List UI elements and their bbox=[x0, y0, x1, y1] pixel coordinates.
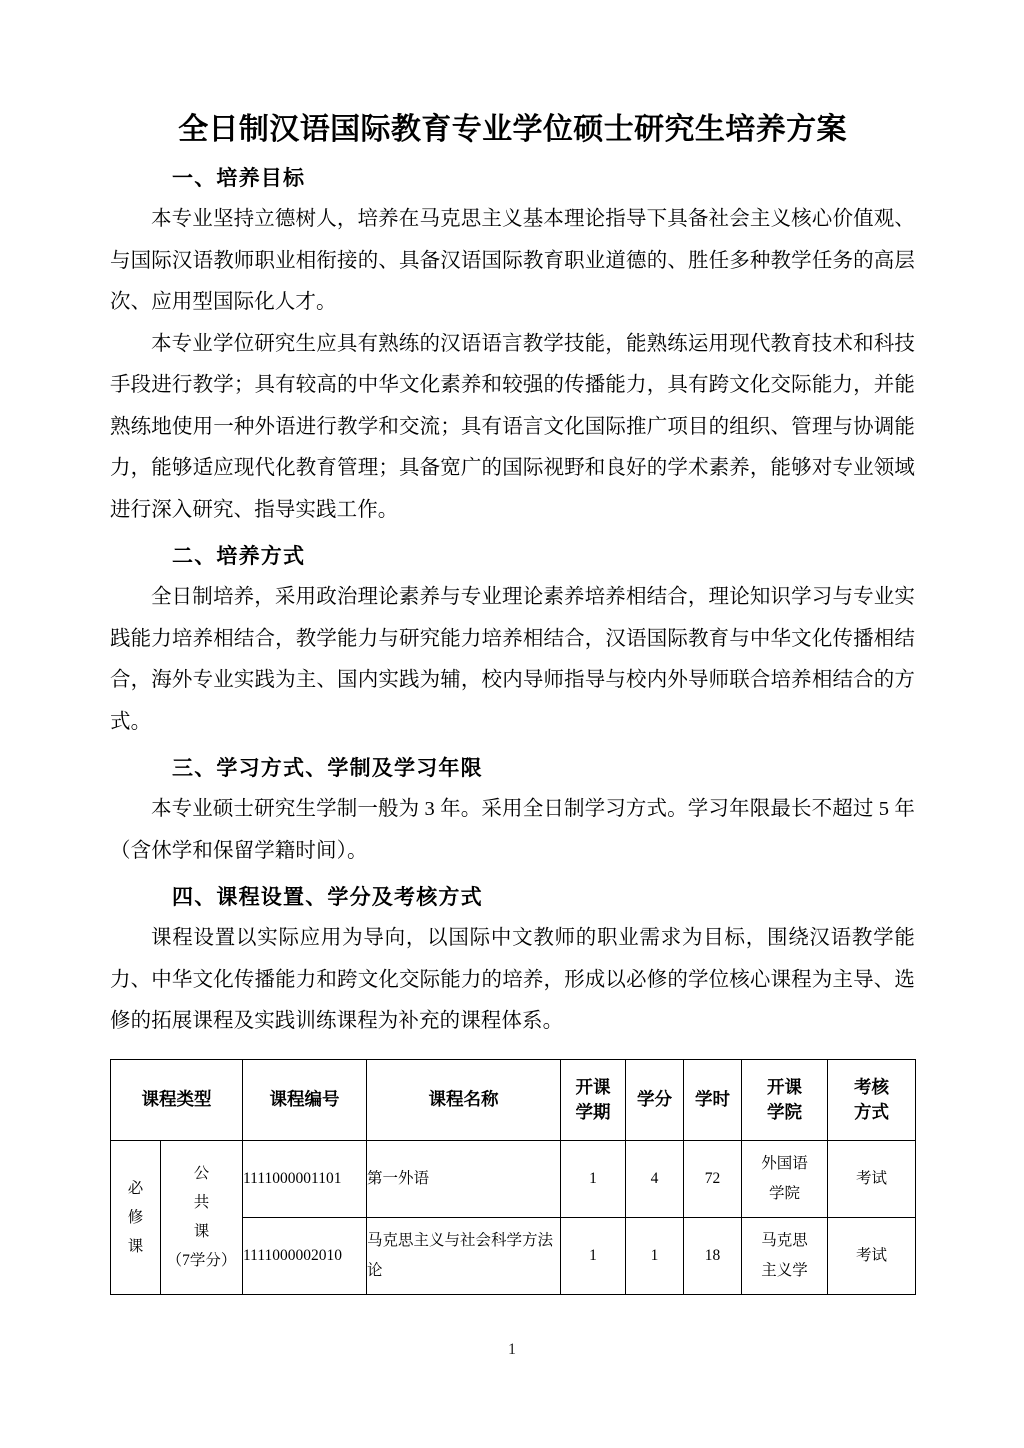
cell-hours: 18 bbox=[684, 1217, 742, 1294]
column-header-term bbox=[561, 1059, 626, 1140]
cell-exam-method: 考试 bbox=[828, 1217, 916, 1294]
table-row bbox=[111, 1140, 916, 1217]
category-char-1: 必 bbox=[127, 1179, 144, 1197]
cell-credit: 1 bbox=[626, 1217, 684, 1294]
column-header-course-name: 课程名称 bbox=[367, 1059, 561, 1140]
category-cell-required bbox=[111, 1140, 161, 1294]
column-header-exam-line1: 考核 bbox=[854, 1076, 889, 1097]
column-header-course-type: 课程类型 bbox=[111, 1059, 243, 1140]
column-header-college-line2: 学院 bbox=[767, 1101, 802, 1122]
subcategory-credits: （7学分） bbox=[166, 1252, 237, 1269]
column-header-course-code: 课程编号 bbox=[243, 1059, 367, 1140]
section-heading-1: 一、培养目标 bbox=[172, 167, 306, 190]
cell-college-line1: 外国语 bbox=[761, 1154, 808, 1172]
column-header-term-line2: 学期 bbox=[575, 1101, 611, 1122]
column-header-college bbox=[742, 1059, 828, 1140]
section-1-paragraph-2: 本专业学位研究生应具有熟练的汉语语言教学技能，能熟练运用现代教育技术和科技手段进行教学；具有较高的中华文化素养和较强的传播能力，具有跨文化交际能力，并能熟练地使用一种外语进行教学和交流；具有语言文化国际推广项目的组织、管理与协调能力，能够适应现代化教育管理；具备宽广的国际视野和良好的学术素养，能够对专业领域进行深入研究、指导实践工作。 bbox=[110, 332, 915, 521]
cell-exam-method: 考试 bbox=[828, 1140, 916, 1217]
cell-college bbox=[742, 1140, 828, 1217]
subcategory-char-1: 公 bbox=[193, 1165, 210, 1182]
cell-credit: 4 bbox=[626, 1140, 684, 1217]
category-char-2: 修 bbox=[127, 1208, 144, 1226]
cell-term: 1 bbox=[561, 1140, 626, 1217]
category-cell-public bbox=[161, 1140, 243, 1294]
column-header-hours: 学时 bbox=[684, 1059, 742, 1140]
table-header-row bbox=[111, 1059, 916, 1140]
column-header-exam-line2: 方式 bbox=[854, 1101, 889, 1122]
cell-term: 1 bbox=[561, 1217, 626, 1294]
section-heading-4: 四、课程设置、学分及考核方式 bbox=[172, 886, 483, 909]
subcategory-char-3: 课 bbox=[193, 1223, 210, 1240]
section-2-paragraph-1: 全日制培养，采用政治理论素养与专业理论素养培养相结合，理论知识学习与专业实践能力培养相结合，教学能力与研究能力培养相结合，汉语国际教育与中华文化传播相结合，海外专业实践为主、国内实践为辅，校内导师指导与校内外导师联合培养相结合的方式。 bbox=[110, 586, 915, 733]
section-1-paragraph-1: 本专业坚持立德树人，培养在马克思主义基本理论指导下具备社会主义核心价值观、与国际汉语教师职业相衔接的、具备汉语国际教育职业道德的、胜任多种教学任务的高层次、应用型国际化人才。 bbox=[110, 208, 915, 313]
cell-course-code: 1111000001101 bbox=[243, 1140, 367, 1217]
page-number: 1 bbox=[508, 1341, 516, 1358]
cell-college-line2: 主义学 bbox=[761, 1261, 808, 1279]
section-3-paragraph-1: 本专业硕士研究生学制一般为 3 年。采用全日制学习方式。学习年限最长不超过 5 年（含休学和保留学籍时间）。 bbox=[110, 798, 915, 862]
course-table bbox=[110, 1059, 916, 1295]
column-header-credit: 学分 bbox=[626, 1059, 684, 1140]
section-4-paragraph-1: 课程设置以实际应用为导向，以国际中文教师的职业需求为目标，围绕汉语教学能力、中华文化传播能力和跨文化交际能力的培养，形成以必修的学位核心课程为主导、选修的拓展课程及实践训练课程为补充的课程体系。 bbox=[110, 927, 915, 1032]
document-content bbox=[110, 108, 915, 1295]
cell-college-line1: 马克思 bbox=[761, 1231, 808, 1249]
course-table-container bbox=[110, 1059, 915, 1295]
cell-course-code: 1111000002010 bbox=[243, 1217, 367, 1294]
section-heading-3: 三、学习方式、学制及学习年限 bbox=[172, 757, 483, 780]
section-heading-2: 二、培养方式 bbox=[172, 545, 306, 568]
category-char-3: 课 bbox=[127, 1237, 144, 1255]
cell-course-name: 第一外语 bbox=[367, 1140, 561, 1217]
column-header-college-line1: 开课 bbox=[767, 1076, 802, 1097]
cell-hours: 72 bbox=[684, 1140, 742, 1217]
cell-college bbox=[742, 1217, 828, 1294]
page-title: 全日制汉语国际教育专业学位硕士研究生培养方案 bbox=[178, 113, 847, 146]
cell-course-name: 马克思主义与社会科学方法论 bbox=[367, 1217, 561, 1294]
column-header-term-line1: 开课 bbox=[575, 1076, 611, 1097]
column-header-exam bbox=[828, 1059, 916, 1140]
cell-college-line2: 学院 bbox=[768, 1184, 800, 1202]
subcategory-char-2: 共 bbox=[193, 1194, 210, 1211]
